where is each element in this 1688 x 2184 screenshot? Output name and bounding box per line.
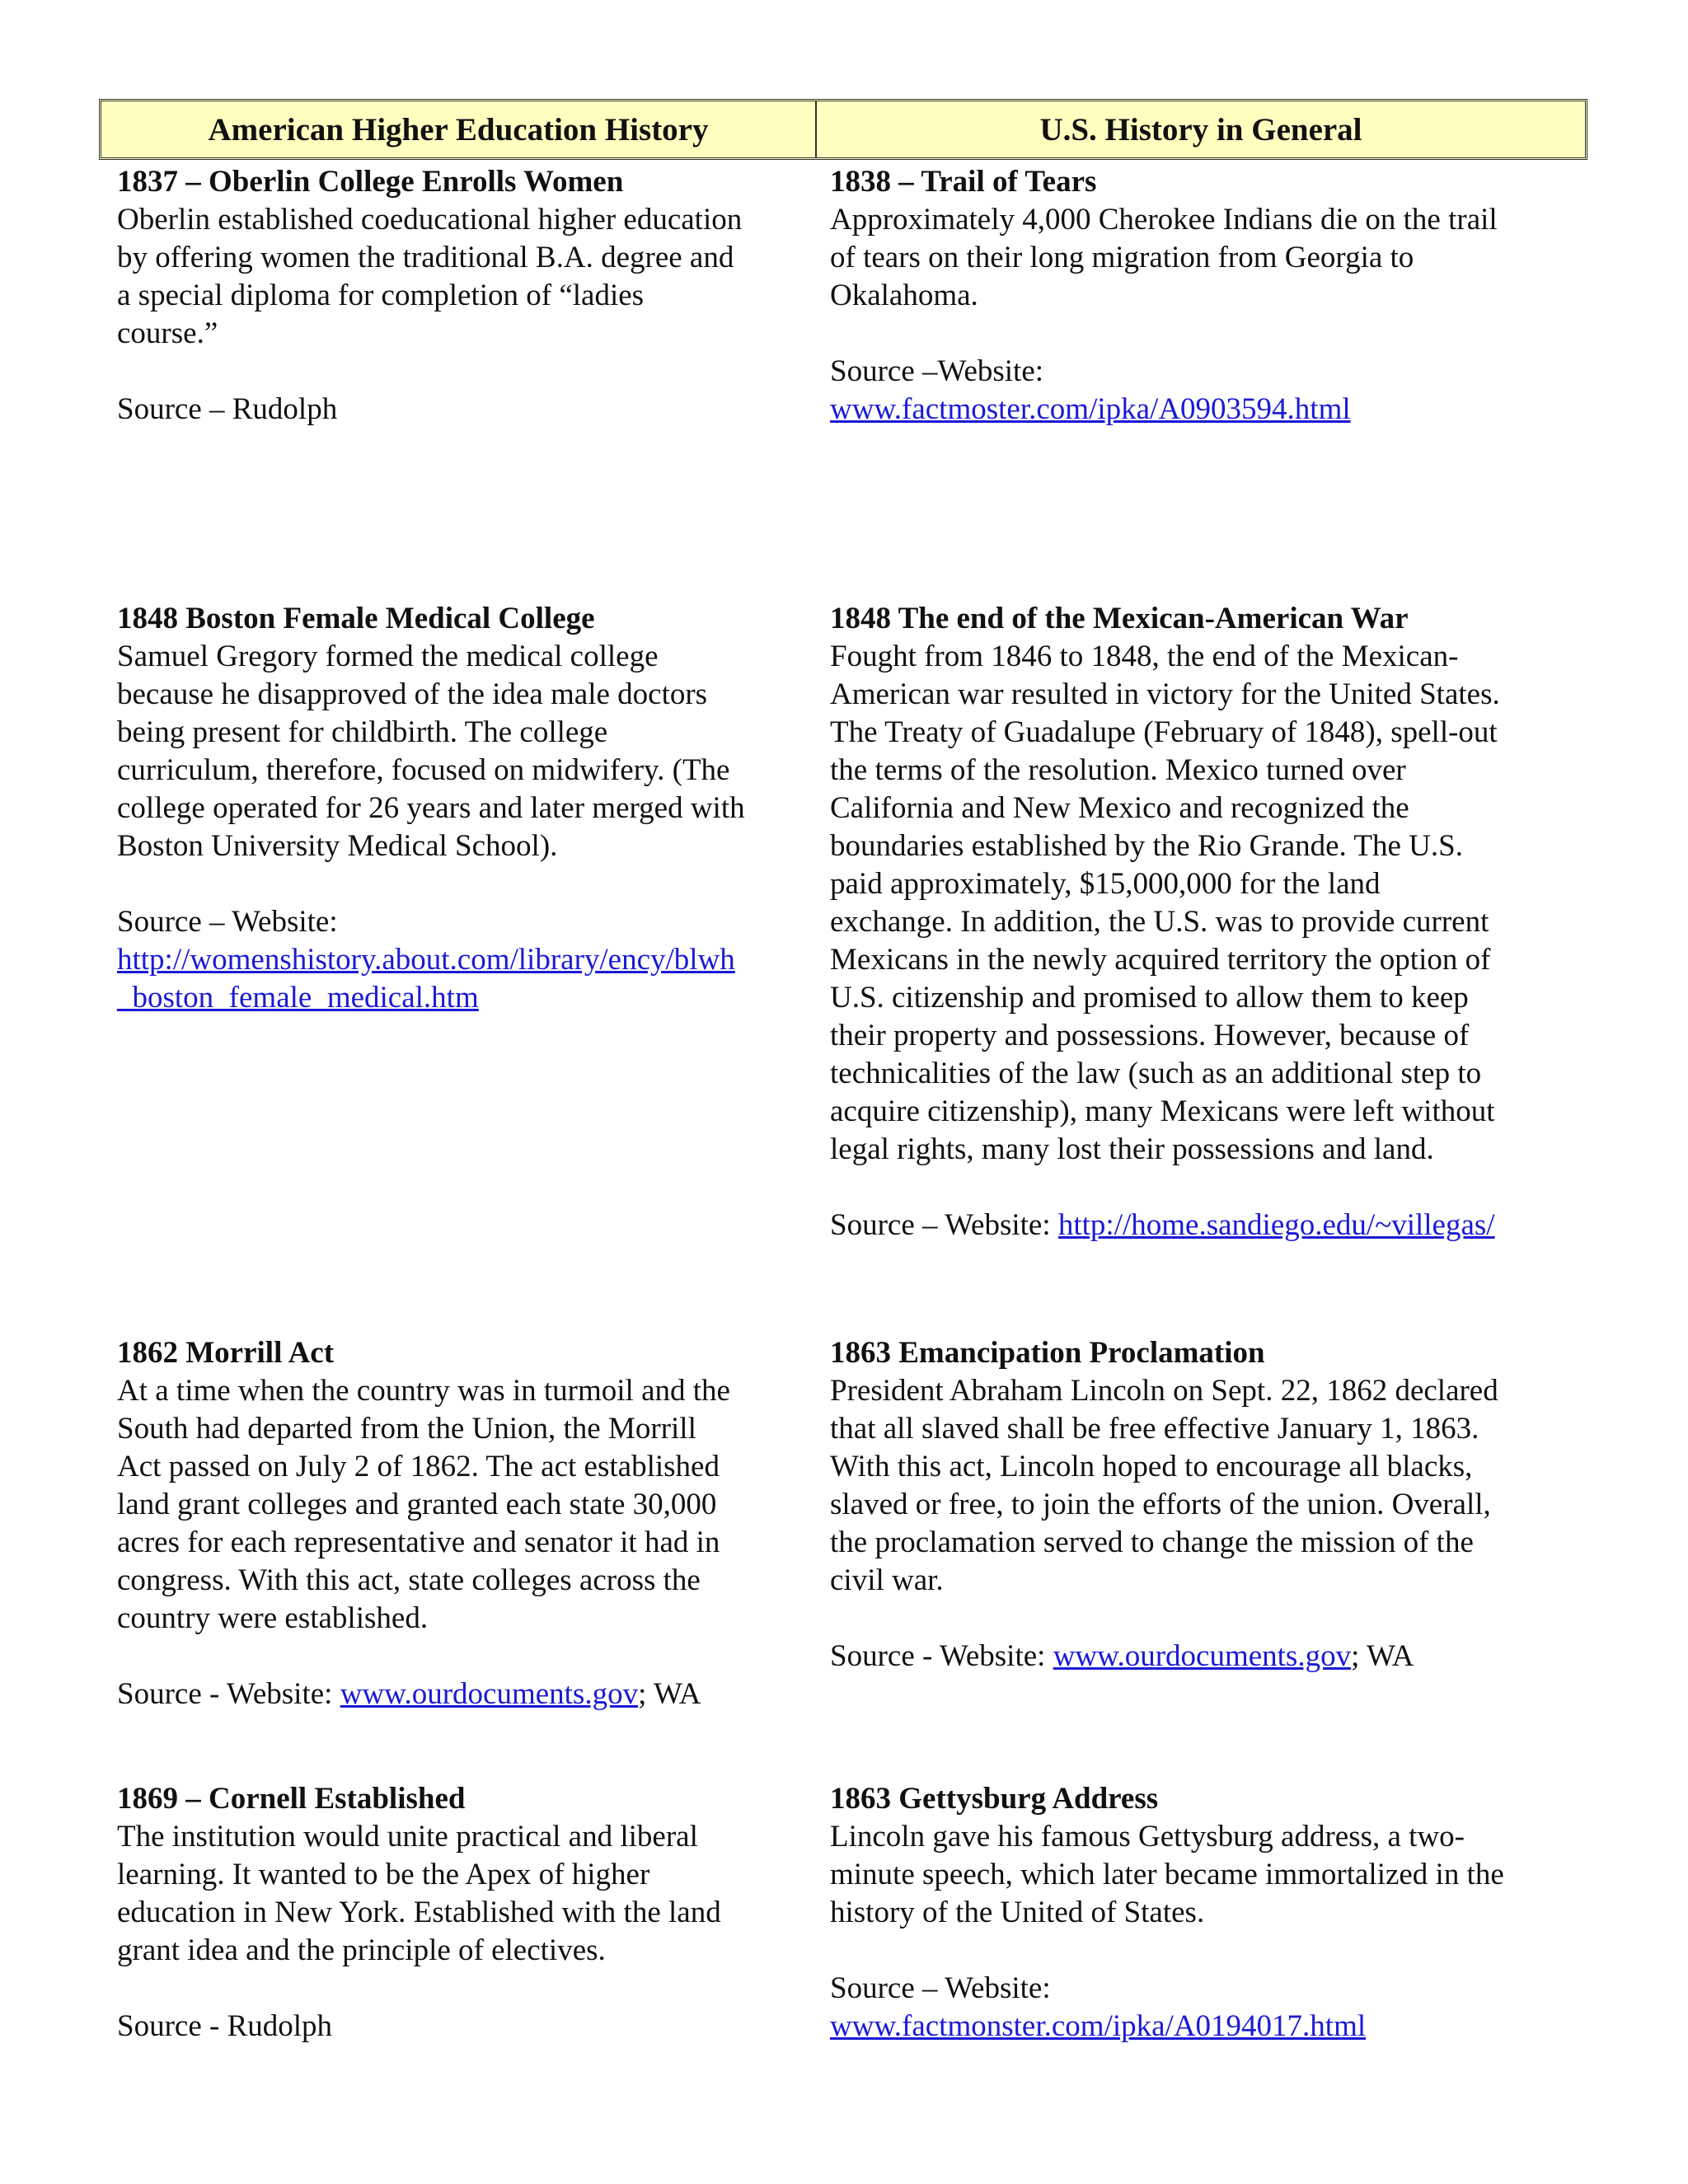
source-label: Source - Website: bbox=[830, 1639, 1053, 1673]
source-suffix: ; WA bbox=[638, 1677, 701, 1711]
source-label: Source – Website: bbox=[830, 1971, 1051, 2005]
entry-source bbox=[830, 353, 1572, 429]
entry-title: 1863 Gettysburg Address bbox=[830, 1782, 1159, 1816]
entry-left-1862 bbox=[117, 1334, 809, 1713]
entry-title: 1848 The end of the Mexican-American War bbox=[830, 602, 1409, 635]
entry-body: The institution would unite practical and liberal learning. It wanted to be the Apex of higher education in New York. Established with the land grant idea and the principle of electives. bbox=[117, 1820, 721, 1967]
entry-body: Samuel Gregory formed the medical college because he disapproved of the idea male doctors being present for childbirth. The college curriculum, therefore, focused on midwifery. (The college operated for 26 years and later merged with Boston University Medical School). bbox=[117, 640, 745, 863]
entry-title: 1869 – Cornell Established bbox=[117, 1782, 466, 1816]
entry-title: 1838 – Trail of Tears bbox=[830, 165, 1097, 199]
entry-right-1863-emancipation bbox=[830, 1334, 1572, 1675]
entry-right-1838 bbox=[830, 163, 1572, 429]
entry-body: At a time when the country was in turmoil and the South had departed from the Union, the Morrill Act passed on July 2 of 1862. The act established land grant colleges and granted each state 30,000 acres for each representative and senator it had in congress. With this act, state colleges across the country were established. bbox=[117, 1374, 730, 1635]
entry-title: 1863 Emancipation Proclamation bbox=[830, 1336, 1265, 1370]
source-link[interactable]: www.factmonster.com/ipka/A0194017.html bbox=[830, 2009, 1367, 2043]
entry-body: Fought from 1846 to 1848, the end of the Mexican- American war resulted in victory for the United States. The Treaty of Guadalupe (February of 1848), spell-out the terms of the resolution. Mexico turned over California and New Mexico and recognized the boundaries established by the Rio Grande. The U.S. paid approximately, $15,000,000 for the land exchange. In addition, the U.S. was to provide current Mexicans in the newly acquired territory the option of U.S. citizenship and promised to allow them to keep their property and possessions. However, because of technicalities of the law (such as an additional step to acquire citizenship), many Mexicans were left without legal rights, many lost their possessions and land. bbox=[830, 640, 1500, 1166]
entry-body: Lincoln gave his famous Gettysburg address, a two- minute speech, which later became immortalized in the history of the United of States. bbox=[830, 1820, 1504, 1929]
entry-title: 1837 – Oberlin College Enrolls Women bbox=[117, 165, 624, 199]
entry-body: Oberlin established coeducational higher education by offering women the traditional B.A. degree and a special diploma for completion of “ladies course.” bbox=[117, 203, 743, 350]
source-label: Source –Website: bbox=[830, 354, 1044, 388]
entry-left-1869 bbox=[117, 1780, 809, 2046]
entry-source bbox=[830, 1638, 1572, 1675]
entry-right-1848 bbox=[830, 600, 1572, 1244]
column-header-higher-education: American Higher Education History bbox=[101, 101, 817, 157]
entry-title: 1862 Morrill Act bbox=[117, 1336, 335, 1370]
entry-title: 1848 Boston Female Medical College bbox=[117, 602, 595, 635]
entry-source bbox=[830, 1970, 1572, 2046]
source-link[interactable]: www.ourdocuments.gov bbox=[340, 1677, 639, 1711]
source-link[interactable]: http://home.sandiego.edu/~villegas/ bbox=[1057, 1208, 1495, 1242]
source-suffix: ; WA bbox=[1351, 1639, 1414, 1673]
column-header-row bbox=[99, 99, 1587, 160]
entry-source bbox=[830, 1207, 1572, 1244]
entry-body: Approximately 4,000 Cherokee Indians die on the trail of tears on their long migration from Georgia to Okalahoma. bbox=[830, 203, 1498, 312]
source-label: Source – Rudolph bbox=[117, 392, 338, 426]
source-label: Source - Rudolph bbox=[117, 2009, 333, 2043]
source-link[interactable]: http://womenshistory.about.com/library/ency/blwh _boston_female_medical.htm bbox=[117, 943, 735, 1015]
entry-source bbox=[117, 903, 809, 1017]
entry-source bbox=[117, 1675, 809, 1713]
source-link[interactable]: www.ourdocuments.gov bbox=[1053, 1639, 1352, 1673]
entry-right-1863-gettysburg bbox=[830, 1780, 1572, 2046]
source-label: Source – Website: bbox=[117, 905, 338, 939]
entry-body: President Abraham Lincoln on Sept. 22, 1862 declared that all slaved shall be free effective January 1, 1863. With this act, Lincoln hoped to encourage all blacks, slaved or free, to join the efforts of the union. Overall, the proclamation served to change the mission of the civil war. bbox=[830, 1374, 1498, 1597]
entry-left-1837 bbox=[117, 163, 809, 429]
entry-left-1848 bbox=[117, 600, 809, 1017]
entry-source bbox=[117, 391, 809, 429]
column-header-us-history: U.S. History in General bbox=[1039, 111, 1362, 148]
source-label: Source – Website: bbox=[830, 1208, 1058, 1242]
source-label: Source - Website: bbox=[117, 1677, 340, 1711]
entry-source bbox=[117, 2008, 809, 2046]
source-link[interactable]: www.factmoster.com/ipka/A0903594.html bbox=[830, 392, 1351, 426]
